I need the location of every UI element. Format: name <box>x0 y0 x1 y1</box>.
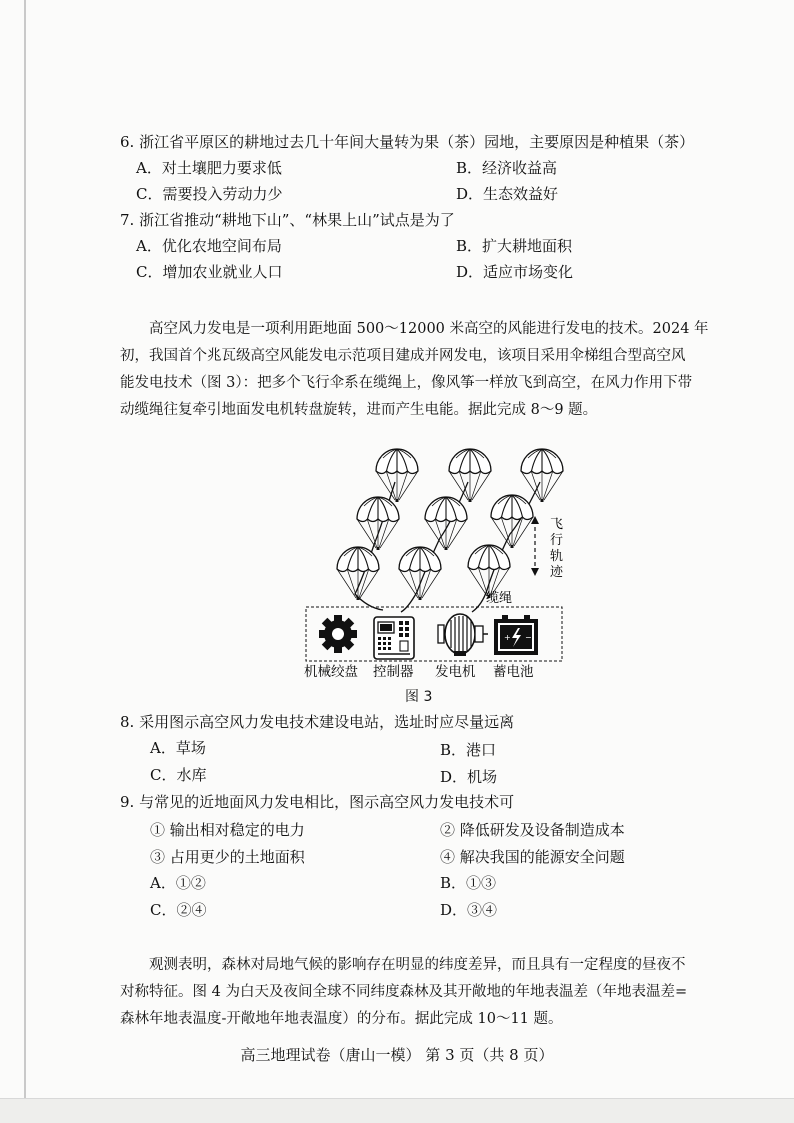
question-9-stem: 9. 与常见的近地面风力发电相比，图示高空风力发电技术可 <box>120 793 515 811</box>
question-6-stem: 6. 浙江省平原区的耕地过去几十年间大量转为果（茶）园地，主要原因是种植果（茶） <box>120 133 695 151</box>
question-7-stem: 7. 浙江省推动“耕地下山”、“林果上山”试点是为了 <box>120 211 455 229</box>
controller-icon <box>374 617 414 659</box>
q9-option-b: B．①③ <box>440 874 497 892</box>
q6-option-d: D．生态效益好 <box>456 185 559 203</box>
question-8-stem: 8. 采用图示高空风力发电技术建设电站，选址时应尽量远离 <box>120 713 515 731</box>
q8-option-b: B．港口 <box>440 741 497 759</box>
q9-statement-2: ② 降低研发及设备制造成本 <box>440 821 625 839</box>
passage2-line-1: 观测表明，森林对局地气候的影响存在明显的纬度差异，而且具有一定程度的昼夜不 <box>149 957 686 973</box>
q6-option-a: A．对土壤肥力要求低 <box>136 159 282 177</box>
device-label-battery: 蓄电池 <box>493 664 534 680</box>
svg-text:+: + <box>504 633 511 642</box>
parachute-icon <box>449 449 491 502</box>
q6-option-b: B．经济收益高 <box>456 159 558 177</box>
passage2-line-3: 森林年地表温度-开敞地年地表温度）的分布。据此完成 10～11 题。 <box>120 1011 563 1027</box>
q9-statement-1: ① 输出相对稳定的电力 <box>150 821 305 839</box>
parachute-icon <box>376 449 418 502</box>
passage1-line-3: 能发电技术（图 3）：把多个飞行伞系在缆绳上，像风筝一样放飞到高空，在风力作用下带 <box>120 375 693 391</box>
passage1-line-4: 动缆绳往复牵引地面发电机转盘旋转，进而产生电能。据此完成 8～9 题。 <box>120 402 598 418</box>
q7-option-a: A．优化农地空间布局 <box>136 237 282 255</box>
device-label-generator: 发电机 <box>435 664 476 680</box>
q9-option-c: C．②④ <box>150 901 207 919</box>
passage-forest-climate <box>120 952 740 1033</box>
passage2-line-2: 对称特征。图 4 为白天及夜间全球不同纬度森林及其开敞地的年地表温差（年地表温差= <box>120 984 688 1000</box>
figure-3-caption: 图 3 <box>405 689 433 705</box>
parachute-icon <box>491 495 533 548</box>
parachute-icon <box>399 547 441 600</box>
parachute-icon <box>337 547 379 600</box>
parachute-icon <box>521 449 563 502</box>
q9-option-d: D．③④ <box>440 901 498 919</box>
q8-option-d: D．机场 <box>440 768 498 786</box>
flight-label-3: 轨 <box>550 549 564 564</box>
passage1-line-2: 初，我国首个兆瓦级高空风能发电示范项目建成并网发电，该项目采用伞梯组合型高空风 <box>120 348 686 364</box>
q8-option-c: C．水库 <box>150 766 207 784</box>
q9-statement-4: ④ 解决我国的能源安全问题 <box>440 848 625 866</box>
q7-option-d: D．适应市场变化 <box>456 263 574 281</box>
scan-page-edge <box>24 0 26 1098</box>
q7-option-c: C．增加农业就业人口 <box>136 263 283 281</box>
q9-option-a: A．①② <box>150 874 206 892</box>
device-label-winch: 机械绞盘 <box>304 664 358 680</box>
parachute-icon <box>425 497 467 550</box>
figure-3-kite-diagram <box>300 440 580 686</box>
q8-option-a: A．草场 <box>150 739 206 757</box>
passage1-line-1: 高空风力发电是一项利用距地面 500～12000 米高空的风能进行发电的技术。2024 年 <box>149 321 709 337</box>
device-label-controller: 控制器 <box>373 664 414 680</box>
flight-label-1: 飞 <box>550 517 564 532</box>
q6-option-c: C．需要投入劳动力少 <box>136 185 283 203</box>
gear-icon <box>319 615 357 653</box>
q9-statement-3: ③ 占用更少的土地面积 <box>150 848 305 866</box>
svg-text:−: − <box>525 633 532 642</box>
cable-label: 缆绳 <box>486 591 513 606</box>
page-footer: 高三地理试卷（唐山一模） 第 3 页（共 8 页） <box>240 1046 554 1064</box>
flight-label-2: 行 <box>550 533 564 548</box>
q7-option-b: B．扩大耕地面积 <box>456 237 573 255</box>
passage-high-altitude-wind <box>120 316 740 424</box>
flight-label-4: 迹 <box>550 565 564 580</box>
scan-bottom-edge <box>0 1098 794 1123</box>
parachute-icon <box>357 497 399 550</box>
battery-icon <box>494 615 538 655</box>
generator-icon <box>438 614 488 656</box>
